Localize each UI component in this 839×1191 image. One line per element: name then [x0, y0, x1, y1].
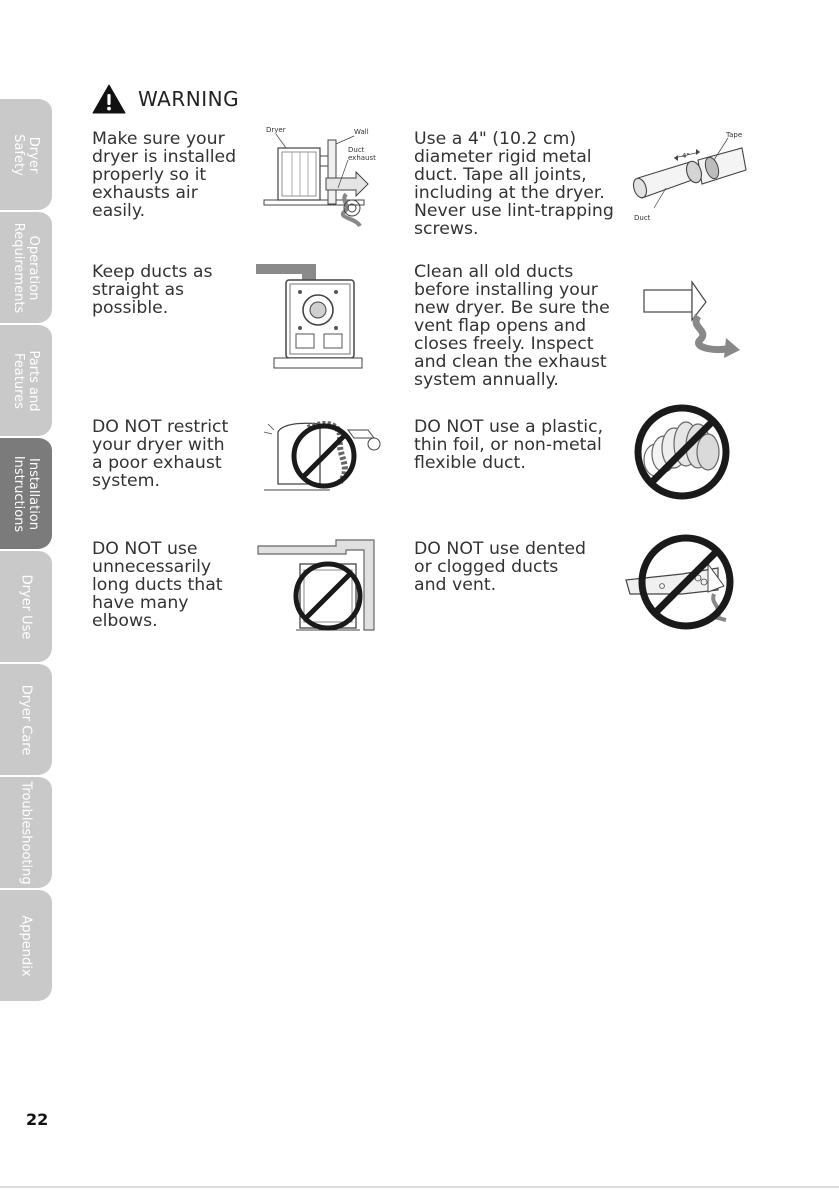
tab-label: Dryer Care: [18, 684, 34, 755]
label-wall: Wall: [354, 128, 369, 136]
instruction-installed-properly: Make sure your dryer is installed properly so it exhausts air easily.: [92, 129, 237, 221]
label-duct-exhaust-2: exhaust: [348, 154, 376, 162]
tab-label: Dryer Safety: [11, 133, 41, 176]
tab-appendix[interactable]: [0, 888, 52, 1001]
tab-dryer-care[interactable]: [0, 662, 52, 775]
warning-title: WARNING: [138, 87, 240, 111]
tab-label: Troubleshooting: [18, 780, 34, 885]
dryer-back-illustration: [256, 258, 366, 373]
warning-triangle-icon: [92, 84, 126, 114]
tab-label: Appendix: [18, 914, 34, 977]
instruction-clean-old-ducts: Clean all old ducts before installing your new dryer. Be sure the vent flap opens and closes freely. Inspect and clean the exhaust system annually.: [414, 262, 610, 390]
taped-duct-illustration: [628, 128, 753, 228]
instruction-rigid-metal-duct: Use a 4" (10.2 cm) diameter rigid metal duct. Tape all joints, including at the dryer. Never use lint-trapping screws.: [414, 129, 614, 239]
vent-flap-illustration: [640, 272, 745, 372]
tab-installation-instructions[interactable]: [0, 436, 52, 549]
tab-troubleshooting[interactable]: [0, 775, 52, 888]
label-tape: Tape: [726, 131, 743, 139]
tab-parts-and-features[interactable]: [0, 323, 52, 436]
foil-duct-prohibited-illustration: [628, 402, 733, 502]
tab-label: Operation Requirements: [11, 222, 41, 313]
label-four-inch: 4": [682, 152, 690, 160]
tab-label: Dryer Use: [18, 574, 34, 639]
clogged-duct-prohibited-illustration: [622, 528, 747, 636]
tab-operation-requirements[interactable]: [0, 210, 52, 323]
instruction-do-not-restrict: DO NOT restrict your dryer with a poor exhaust system.: [92, 417, 229, 491]
instruction-keep-straight: Keep ducts as straight as possible.: [92, 262, 213, 318]
tab-label: Installation Instructions: [11, 455, 41, 532]
instruction-no-long-ducts: DO NOT use unnecessarily long ducts that have many elbows.: [92, 539, 223, 631]
instruction-no-plastic-foil: DO NOT use a plastic, thin foil, or non-metal flexible duct.: [414, 417, 604, 473]
page-number: 22: [26, 1110, 49, 1129]
instruction-no-dented-ducts: DO NOT use dented or clogged ducts and vent.: [414, 539, 586, 595]
restricted-exhaust-prohibited-illustration: [260, 412, 385, 497]
label-duct-exhaust: Duct: [348, 146, 365, 154]
label-duct: Duct: [634, 214, 651, 222]
tab-dryer-safety[interactable]: [0, 97, 52, 210]
label-dryer: Dryer: [266, 126, 286, 134]
footer-divider: [0, 1186, 839, 1188]
long-duct-elbows-prohibited-illustration: [256, 534, 381, 634]
warning-header: [92, 84, 239, 114]
dryer-wall-duct-illustration: [256, 126, 376, 232]
tab-dryer-use[interactable]: [0, 549, 52, 662]
section-tabs: [0, 97, 52, 1001]
tab-label: Parts and Features: [11, 349, 41, 412]
